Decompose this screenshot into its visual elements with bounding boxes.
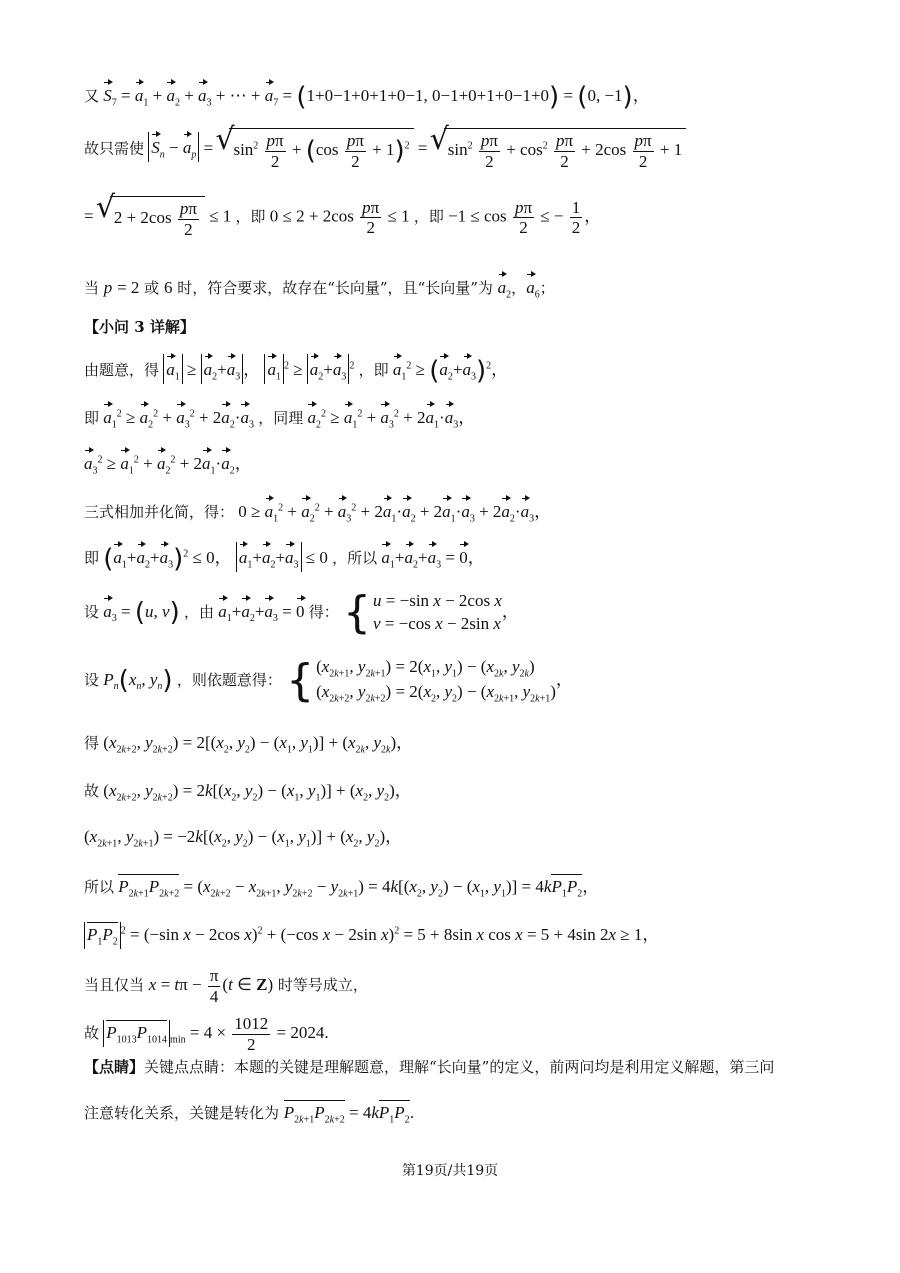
line-14: ($x_{2k+1}$, $y_{2k+1}) = -2k[(x_2$, $y_2) - (x_1$, $y_1)] + (x_2$, $y_2$)， xyxy=(84,827,403,850)
line-6: 即 $a_1^2 \ge a_2^2 + a_3^2 + 2a_2\cdot a_3$ ，同理 $a_2^2 \ge a_1^2 + a_3^2 + 2a_1\cdot a_3$， xyxy=(84,402,860,432)
line-4: 当 p = 2 或 6 时，符合要求，故存在“长向量”，且“长向量”为 $a_2$，$a_6$； xyxy=(84,272,860,302)
line-10: 设 $a_3 = (u$, v) ，由 $a_1+a_2+a_3 = 0$ 得： { u = −sin x − 2cos x v = −cos x − 2sin x ， xyxy=(84,586,519,638)
page-footer: 第19页/共19页 xyxy=(401,1163,499,1179)
line-3: = √ 2 + 2cos $\frac{p\pi}{2}$ ≤ 1 ，即 0 ≤ 2 + 2cos $\frac{p\pi}{2}$ ≤ 1 ，即 −1 ≤ cos $\frac{p\pi}{2}$ ≤ − $\frac{1}{2}$ ， xyxy=(84,196,860,239)
line-18: 故 $P_{1013}P_{1014}$ $_{min}$ = 4 × $\frac{1012}{2}$ = 2024. xyxy=(84,1014,329,1054)
line-2: 故只需使 $S_n - a_p$ = √ $\sin^2$ $\frac{p\pi}{2}$ + (cos $\frac{p\pi}{2}$ + 1)$^2$ = √ $\sin^2$ $\frac{p\pi}{2}$ + $\cos^2$ $\frac{p\pi}{2}$ + 2cos $\frac{p\pi}{2}$ + 1 xyxy=(84,128,860,171)
line-17: 当且仅当 x = tπ − $\frac{\pi}{4}$ (t ∈ Z) 时等号成立， xyxy=(84,966,368,1006)
line-11: 设 $P_n(x_n$, $y_n$) ，则依题意得： { ($x_{2k+1}$, $y_{2k+1}) = 2(x_1$, $y_1) - (x_{2k}$, $y_{2k}$) ($x_{2k+2}$, $y_{2k+2}) = 2(x_2$, $y_2) - (x_{2k+1}$, $y_{2k+1}$) ， xyxy=(84,654,573,706)
line-16: $P_1P_2^2 = (-\sin$ x − 2cos x)$^2$ + (−cos x − 2sin x)$^2$ = 5 + 8sin x cos x = 5 + 4sin 2x ≥ 1， xyxy=(84,922,860,949)
line-13: 故 ($x_{2k+2}$, $y_{2k+2}) = 2k[(x_2$, $y_2) - (x_1$, $y_1)] + (x_2$, $y_2$)， xyxy=(84,781,412,804)
line-20: 注意转化关系，关键是转化为 $P_{2k+1}P_{2k+2} = 4kP_1P_2$. xyxy=(84,1100,860,1127)
line-8: 三式相加并化简，得： $0 \ge a_1^2 + a_2^2 + a_3^2 + 2a_1\cdot a_2 + 2a_1\cdot a_3 + 2a_2\cdot a_3$， xyxy=(84,496,860,526)
line-12: 得 ($x_{2k+2}$, $y_{2k+2}) = 2[(x_2$, $y_2) - (x_1$, $y_1)] + (x_{2k}$, $y_{2k}$)， xyxy=(84,733,414,756)
line-7: $a_3^2 \ge a_1^2 + a_2^2 + 2a_1\cdot a_2$， xyxy=(84,448,860,478)
line-9: 即 $(a_1+a_2+a_3)^2 \le 0$， $a_1+a_2+a_3 \le 0$ ，所以 $a_1+a_2+a_3 = 0$， xyxy=(84,543,485,574)
line-19: 【点睛】关键点点睛：本题的关键是理解题意，理解“长向量”的定义，前两问均是利用定义解题，第三问 xyxy=(84,1058,775,1076)
line-5: 由题意，得 $a_1 \ge a_2+a_3$ ， $a_1^2 \ge a_2+a_3^2$ ，即 $a_1^2 \ge (a_2+a_3)^2$， xyxy=(84,355,509,386)
line-1: 又 $S_7 = a_1 + a_2 + a_3$ + ⋯ + $a_7 = (1+0-1+0+1+0-1$, 0−1+0+1+0−1+0) = (0, −1)， xyxy=(84,81,650,112)
section-heading: 【小问 3 详解】 xyxy=(84,318,195,336)
line-15: 所以 $P_{2k+1}P_{2k+2} = (x_{2k+2} - x_{2k+1}$, $y_{2k+2} - y_{2k+1}) = 4k[(x_2$, $y_2) - (x_1$, $y_1)] = 4kP_1P_2$， xyxy=(84,874,860,901)
